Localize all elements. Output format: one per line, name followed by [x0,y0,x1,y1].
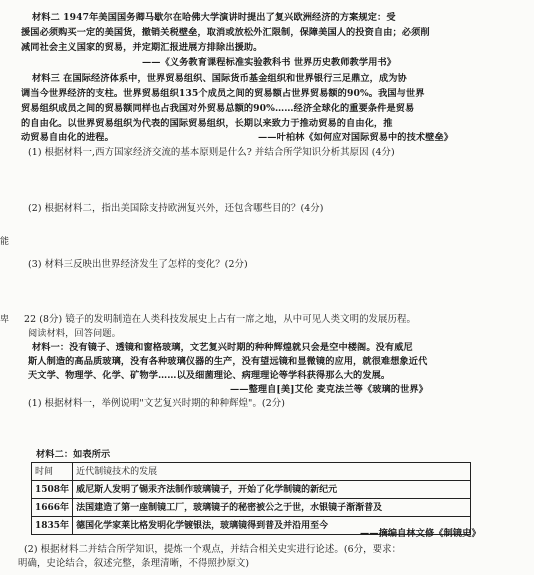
table-row [32,499,471,517]
q22-material2-title: 材料二：如表所示 [36,449,111,460]
mirror-history-table [31,462,471,535]
table-cell-year: 1666年 [32,499,73,517]
material3-line-2: 调当今世界经济的支柱。世界贸易组织135个成员之间的贸易额占世界贸易额的90%。我国与世界 [21,88,425,99]
table-cell-text: 威尼斯人发明了锡汞齐法制作玻璃镜子，开始了化学制镜的新纪元 [73,481,471,499]
material2-line-1: 材料二 1947年美国国务卿马歇尔在哈佛大学演讲时提出了复兴欧洲经济的方案规定：受 [32,12,396,23]
question-1: (1) 根据材料一,西方国家经济交流的基本原则是什么? 并结合所学知识分析其原因 (4分) [28,147,395,158]
q22-question-1: (1) 根据材料一，举例说明"文艺复兴时期的种种辉煌"。(2分) [28,398,285,409]
q22-question-2-line-2: 明确，史论结合，叙述完整，条理清晰，不得照抄原文) [18,558,250,569]
material2-source: ——《义务教育课程标准实验教科书 世界历史教师教学用书》 [142,57,397,68]
q22-material1-line-1: 材料一：没有镜子、透镜和窗格玻璃，文艺复兴时期的种种辉煌就只会是空中楼阁。没有威尼 [32,342,413,353]
material3-source: ——叶柏林《如何应对国际贸易中的技术壁垒》 [258,132,454,143]
material3-line-4: 的自由化。以世界贸易组织为代表的国际贸易组织，长期以来致力于推动贸易的自由化，推 [21,118,393,129]
table-cell-text: 法国建造了第一座制镜工厂，玻璃镜子的秘密被公之于世，水银镜子渐渐普及 [73,499,471,517]
table-cell-year: 1508年 [32,481,73,499]
table-header-cell: 近代制镜技术的发展 [73,463,471,481]
q22-material1-line-2: 斯人制造的高品质玻璃，没有各种玻璃仪器的生产，没有望远镜和显微镜的应用，就很难想象近代 [28,356,428,367]
table-header-row [32,463,471,481]
q22-intro: 22 (8分) 镜子的发明制造在人类科技发展史上占有一席之地，从中可见人类文明的发展历程。 [24,314,416,325]
table-row [32,481,471,499]
table-header-cell: 时间 [32,463,73,481]
question-2: (2) 根据材料二，指出美国除支持欧洲复兴外，还包含哪些目的？(4分) [28,203,324,214]
material2-line-3: 减同社会主义国家的贸易，并定期汇报进展方排除出援助。 [21,42,263,53]
q22-instruction: 阅读材料，回答问题。 [28,328,121,339]
material2-line-2: 援国必须购买一定的美国货，撤销关税壁垒，取消或放松外汇限制，保障美国人的投资自由；必须削 [21,27,430,38]
question-3: (3) 材料三反映出世界经济发生了怎样的变化？(2分) [28,259,248,270]
table-cell-year: 1835年 [32,517,73,535]
edge-mark-2: 卑 [0,315,10,325]
material3-line-1: 材料三 在国际经济体系中，世界贸易组织、国际货币基金组织和世界银行三足鼎立，成为协 [32,73,407,84]
q22-question-2-line-1: (2) 根据材料二并结合所学知识，提炼一个观点，并结合相关史实进行论述。(6分，要求： [24,544,402,555]
table-cell-text: 德国化学家莱比格发明化学镀银法，玻璃镜得到普及并沿用至今 [73,517,471,535]
material3-line-3: 贸易组织成员之间的贸易额同样也占我国对外贸易总额的90%……经济全球化的重要条件是贸易 [21,103,415,114]
q22-material1-line-3: 天文学、物理学、化学、矿物学……以及细菌理论、病理理论等学科获得那么大的发展。 [28,370,391,381]
edge-mark-1: 能 [0,237,10,247]
material3-line-5: 动贸易自由化的进程。 [21,132,114,143]
table-source: ——摘编自林文修《制镜史》 [360,528,481,539]
q22-material1-source: ——整理自[美]艾伦 麦克法兰等《玻璃的世界》 [230,384,428,395]
